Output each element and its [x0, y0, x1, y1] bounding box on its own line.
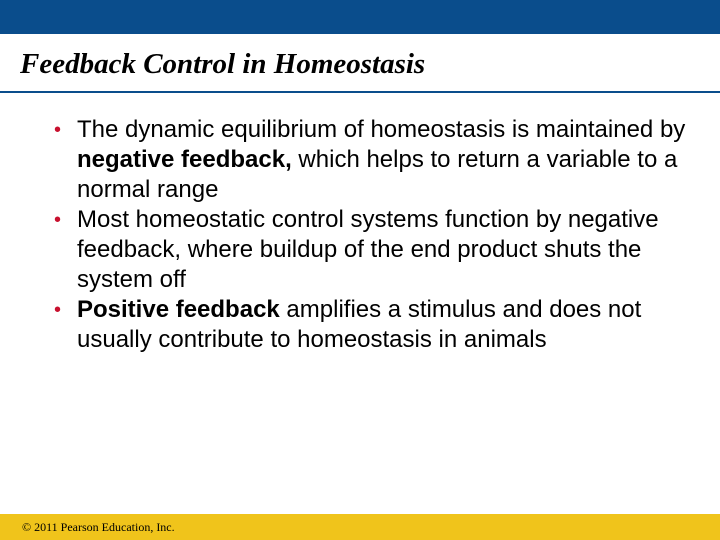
bullet-item-negative-feedback	[0, 115, 720, 205]
bullet-marker: •	[54, 119, 62, 141]
header-bar	[0, 0, 720, 34]
bullet-text-part: amplifies a stimulus and does not usually contribute to homeostasis in animals	[77, 296, 642, 353]
copyright-notice: © 2011 Pearson Education, Inc.	[22, 520, 175, 534]
bullet-emphasis: Positive feedback	[77, 296, 280, 323]
bullet-text-part: Most homeostatic control systems function by negative feedback, where buildup of the end product shuts the system off	[77, 206, 659, 293]
bullet-marker: •	[54, 299, 62, 321]
title-underline	[0, 91, 720, 93]
header-divider	[0, 34, 720, 37]
bullet-item-positive-feedback	[0, 295, 720, 355]
bullet-marker: •	[54, 209, 62, 231]
bullet-emphasis: negative feedback,	[77, 146, 292, 173]
bullet-text	[77, 206, 659, 293]
bullet-text	[77, 116, 685, 203]
bullet-list	[0, 115, 720, 355]
slide-title: Feedback Control in Homeostasis	[20, 48, 426, 80]
bullet-text	[77, 296, 641, 353]
bullet-text-part: The dynamic equilibrium of homeostasis is maintained by	[77, 116, 686, 143]
bullet-item-control-systems	[0, 205, 720, 295]
bullet-text-part: which helps to return a variable to a normal range	[77, 146, 678, 203]
